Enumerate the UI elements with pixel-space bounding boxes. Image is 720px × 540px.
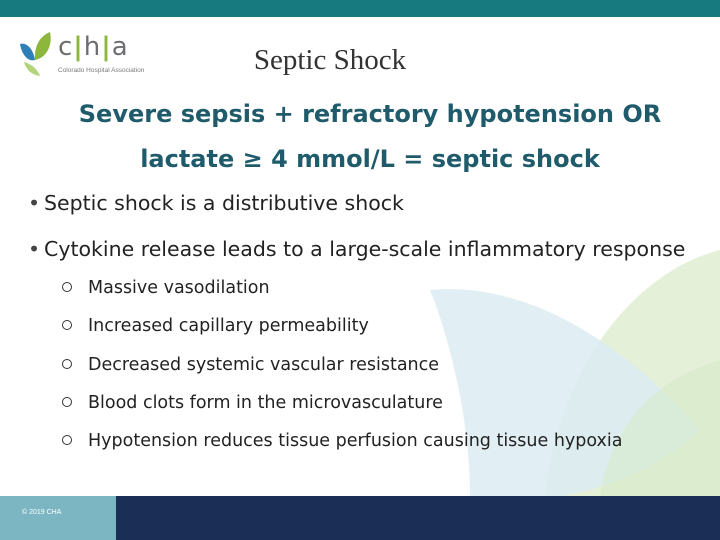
circle-bullet-icon bbox=[62, 320, 72, 330]
circle-bullet-icon bbox=[62, 435, 72, 445]
headline-line-2: lactate ≥ 4 mmol/L = septic shock bbox=[140, 145, 600, 173]
sub-bullet-text: Massive vasodilation bbox=[88, 278, 270, 298]
sub-bullet-item bbox=[62, 393, 702, 413]
sub-bullet-item bbox=[62, 278, 702, 298]
circle-bullet-icon bbox=[62, 397, 72, 407]
bullet-item bbox=[28, 237, 708, 261]
logo-subtitle: Colorado Hospital Association bbox=[58, 67, 145, 74]
logo-letter-a: a bbox=[111, 32, 129, 62]
slide-title: Septic Shock bbox=[253, 44, 407, 76]
bullet-dot-icon: • bbox=[28, 237, 41, 261]
bullet-item bbox=[28, 191, 708, 215]
sub-bullet-item bbox=[62, 355, 702, 375]
bullet-text: Septic shock is a distributive shock bbox=[44, 191, 404, 215]
sub-bullet-item bbox=[62, 431, 702, 451]
sub-bullet-item bbox=[62, 316, 702, 336]
logo-wordmark: c|h|a bbox=[58, 32, 129, 62]
footer-left-block bbox=[0, 496, 116, 540]
circle-bullet-icon bbox=[62, 359, 72, 369]
headline-line-1: Severe sepsis + refractory hypotension OR bbox=[78, 100, 662, 128]
leaf-logo-icon bbox=[16, 30, 54, 76]
sub-bullet-text: Blood clots form in the microvasculature bbox=[88, 393, 443, 413]
bullet-text: Cytokine release leads to a large-scale inflammatory response bbox=[44, 237, 686, 261]
sub-bullet-text: Hypotension reduces tissue perfusion causing tissue hypoxia bbox=[88, 431, 623, 451]
copyright-text: © 2019 CHA bbox=[22, 509, 62, 516]
sub-bullet-text: Increased capillary permeability bbox=[88, 316, 369, 336]
logo-letter-c: c bbox=[58, 32, 74, 62]
logo-letter-h: h bbox=[83, 32, 102, 62]
cha-logo bbox=[16, 30, 166, 80]
sub-bullet-text: Decreased systemic vascular resistance bbox=[88, 355, 440, 375]
footer-right-block bbox=[116, 496, 720, 540]
bullet-dot-icon: • bbox=[28, 191, 41, 215]
definition-headline bbox=[60, 92, 680, 182]
circle-bullet-icon bbox=[62, 282, 72, 292]
footer-bar bbox=[0, 496, 720, 540]
